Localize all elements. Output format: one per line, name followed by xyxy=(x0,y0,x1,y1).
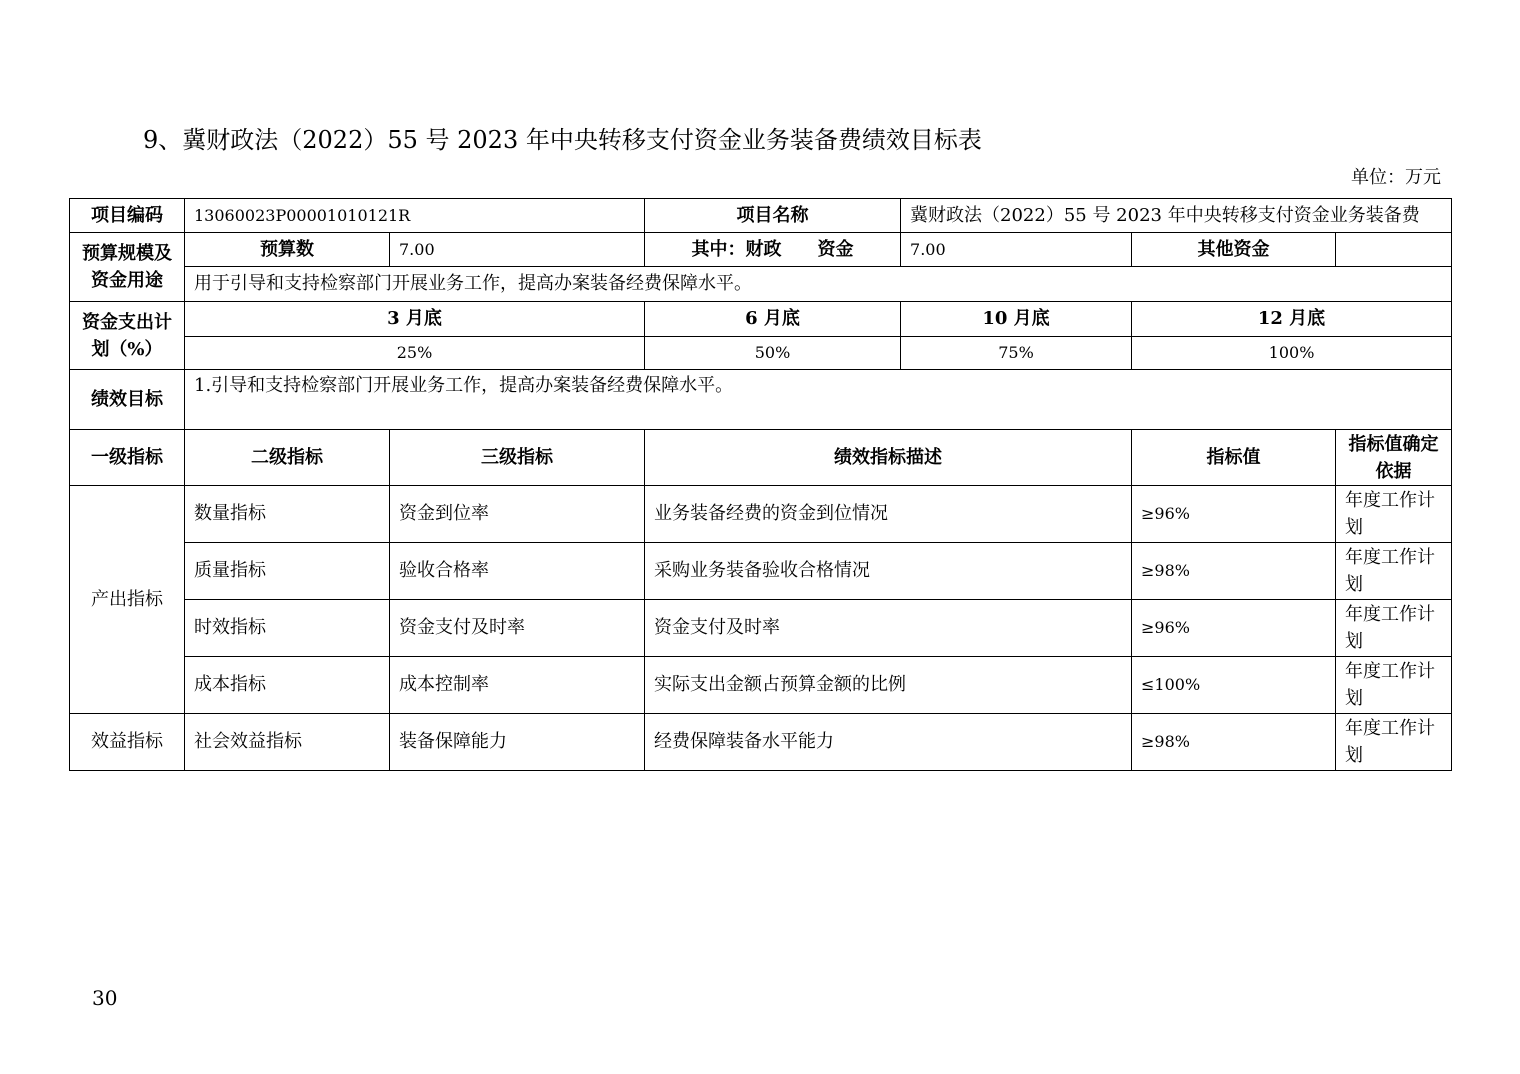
level2-cell: 质量指标 xyxy=(185,543,390,600)
spending-plan-label xyxy=(70,302,185,370)
usage-row xyxy=(70,267,1452,302)
budget-row xyxy=(70,233,1452,267)
plan-value-2: 50% xyxy=(645,337,901,370)
level2-cell: 数量指标 xyxy=(185,486,390,543)
description-cell: 采购业务装备验收合格情况 xyxy=(645,543,1132,600)
level3-cell: 成本控制率 xyxy=(390,657,645,714)
project-code-label: 项目编码 xyxy=(70,199,185,233)
basis-cell: 年度工作计划 xyxy=(1336,600,1452,657)
level2-cell: 社会效益指标 xyxy=(185,714,390,771)
spending-plan-label-line1: 资金支出计 xyxy=(82,311,172,333)
plan-value-1: 25% xyxy=(185,337,645,370)
page-number: 30 xyxy=(92,986,118,1010)
other-funds-label: 其他资金 xyxy=(1132,233,1336,267)
level2-cell: 成本指标 xyxy=(185,657,390,714)
value-cell: ≥98% xyxy=(1132,714,1336,771)
plan-value-4: 100% xyxy=(1132,337,1452,370)
table-row xyxy=(70,600,1452,657)
performance-target-table xyxy=(69,198,1452,771)
goal-row xyxy=(70,370,1452,430)
basis-cell: 年度工作计划 xyxy=(1336,714,1452,771)
page-title: 9、冀财政法（2022）55 号 2023 年中央转移支付资金业务装备费绩效目标表 xyxy=(143,126,982,154)
project-name-value: 冀财政法（2022）55 号 2023 年中央转移支付资金业务装备费 xyxy=(901,199,1452,233)
basis-cell: 年度工作计划 xyxy=(1336,486,1452,543)
plan-value-row xyxy=(70,337,1452,370)
level2-cell: 时效指标 xyxy=(185,600,390,657)
unit-label: 单位：万元 xyxy=(1351,167,1441,188)
value-cell: ≥98% xyxy=(1132,543,1336,600)
plan-period-3: 10 月底 xyxy=(901,302,1132,337)
level3-cell: 资金支付及时率 xyxy=(390,600,645,657)
other-funds-value xyxy=(1336,233,1452,267)
value-cell: ≥96% xyxy=(1132,486,1336,543)
level1-benefit: 效益指标 xyxy=(70,714,185,771)
budget-amount-label: 预算数 xyxy=(185,233,390,267)
level3-cell: 资金到位率 xyxy=(390,486,645,543)
goal-label: 绩效目标 xyxy=(70,370,185,430)
header-level3: 三级指标 xyxy=(390,430,645,486)
spending-plan-label-line2: 划（%） xyxy=(91,338,163,360)
header-description: 绩效指标描述 xyxy=(645,430,1132,486)
header-level1: 一级指标 xyxy=(70,430,185,486)
value-cell: ≤100% xyxy=(1132,657,1336,714)
plan-period-2: 6 月底 xyxy=(645,302,901,337)
header-basis: 指标值确定依据 xyxy=(1336,430,1452,486)
table-row xyxy=(70,543,1452,600)
value-cell: ≥96% xyxy=(1132,600,1336,657)
budget-section-label xyxy=(70,233,185,302)
header-value: 指标值 xyxy=(1132,430,1336,486)
plan-value-3: 75% xyxy=(901,337,1132,370)
level3-cell: 验收合格率 xyxy=(390,543,645,600)
description-cell: 实际支出金额占预算金额的比例 xyxy=(645,657,1132,714)
basis-cell: 年度工作计划 xyxy=(1336,657,1452,714)
plan-period-1: 3 月底 xyxy=(185,302,645,337)
description-cell: 资金支付及时率 xyxy=(645,600,1132,657)
basis-cell: 年度工作计划 xyxy=(1336,543,1452,600)
description-cell: 业务装备经费的资金到位情况 xyxy=(645,486,1132,543)
indicator-header-row xyxy=(70,430,1452,486)
description-cell: 经费保障装备水平能力 xyxy=(645,714,1132,771)
table-row xyxy=(70,714,1452,771)
budget-section-label-line2: 资金用途 xyxy=(91,270,163,291)
project-code-value: 13060023P00001010121R xyxy=(185,199,645,233)
funds-usage-text: 用于引导和支持检察部门开展业务工作，提高办案装备经费保障水平。 xyxy=(185,267,1452,302)
table-row xyxy=(70,486,1452,543)
project-name-label: 项目名称 xyxy=(645,199,901,233)
goal-text: 1.引导和支持检察部门开展业务工作，提高办案装备经费保障水平。 xyxy=(185,370,1452,430)
plan-period-4: 12 月底 xyxy=(1132,302,1452,337)
level3-cell: 装备保障能力 xyxy=(390,714,645,771)
project-row xyxy=(70,199,1452,233)
fiscal-funds-value: 7.00 xyxy=(901,233,1132,267)
fiscal-funds-label: 其中：财政 资金 xyxy=(645,233,901,267)
header-level2: 二级指标 xyxy=(185,430,390,486)
plan-period-row xyxy=(70,302,1452,337)
table-row xyxy=(70,657,1452,714)
budget-amount-value: 7.00 xyxy=(390,233,645,267)
budget-section-label-line1: 预算规模及 xyxy=(82,243,172,264)
level1-output: 产出指标 xyxy=(70,486,185,714)
